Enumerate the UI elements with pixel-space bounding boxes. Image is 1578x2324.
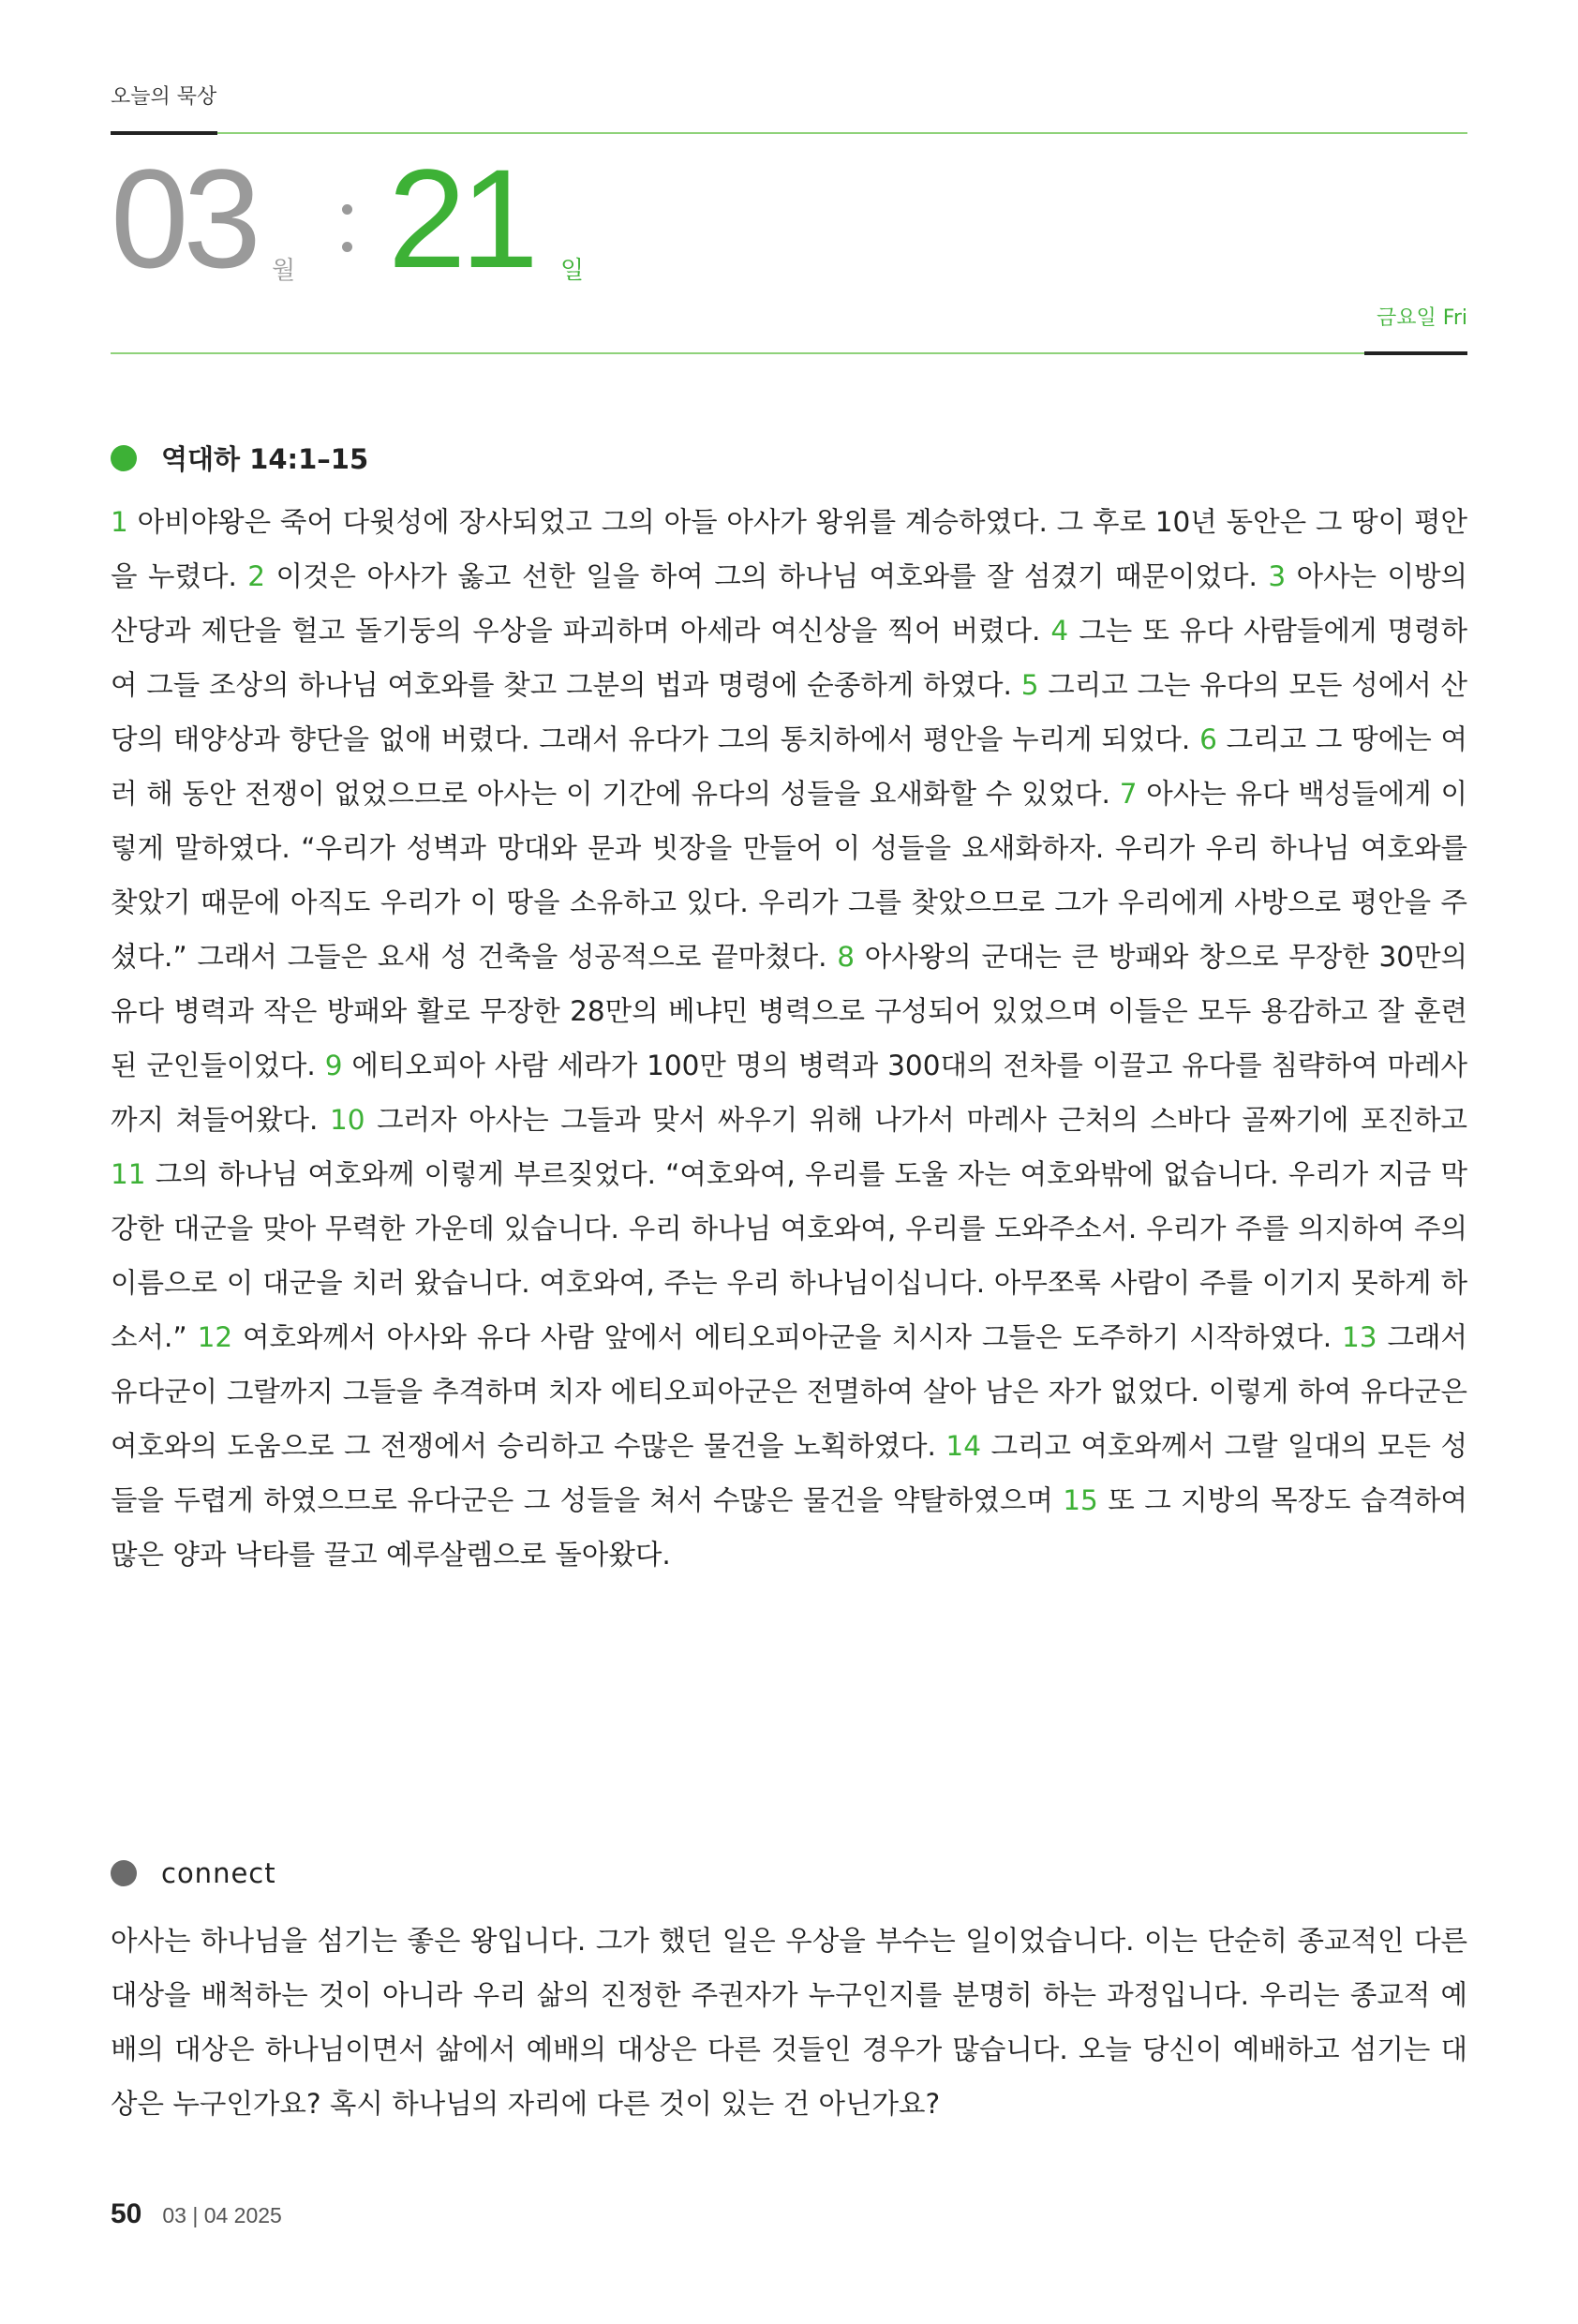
connect-heading [111,1857,276,1889]
verse-text: 또 그 지방의 목장도 습격하여 많은 양과 낙타를 끌고 예루살렘으로 돌아왔다. [111,1484,1467,1571]
scripture-reference: 역대하 14:1–15 [161,443,369,475]
colon-dot-bottom [342,242,352,252]
verse-number: 14 [945,1430,981,1462]
verse-number: 4 [1050,615,1069,647]
month-unit: 월 [272,257,296,285]
top-rule-dark [111,131,217,135]
footer [111,2198,282,2230]
verse-number: 11 [111,1158,146,1190]
verse-number: 6 [1199,723,1217,755]
verse-number: 15 [1063,1484,1098,1516]
connect-body: 아사는 하나님을 섬기는 좋은 왕입니다. 그가 했던 일은 우상을 부수는 일이었습니다. 이는 단순히 종교적인 다른 대상을 배척하는 것이 아니라 우리 삶의 진정한 주권자가 누구인지를 분명히 하는 과정입니다. 우리는 종교적 예배의 대상은 하나님이면서 삶에서 예배의 대상은 다른 것들인 경우가 많습니다. 오늘 당신이 예배하고 섬기는 대상은 누구인가요? 혹시 하나님의 자리에 다른 것이 있는 건 아닌가요? [111,1925,1467,2120]
verse-text: 여호와께서 아사와 유다 사람 앞에서 에티오피아군을 치시자 그들은 도주하기 시작하였다. [232,1321,1343,1353]
gray-bullet-icon [111,1860,137,1886]
verse-text: 그의 하나님 여호와께 이렇게 부르짖었다. “여호와여, 우리를 도울 자는 여호와밖에 없습니다. 우리가 지금 막강한 대군을 맞아 무력한 가운데 있습니다. 우리 하나님 여호와여, 우리를 도와주소서. 우리가 주를 의지하여 주의 이름으로 이 대군을 치러 왔습니다. 여호와여, 주는 우리 하나님이십니다. 아무쪼록 사람이 주를 이기지 못하게 하소서.” [111,1158,1467,1353]
verse-text: 그래서 유다군이 그랄까지 그들을 추격하며 치자 에티오피아군은 전멸하여 살아 남은 자가 없었다. 이렇게 하여 유다군은 여호와의 도움으로 그 전쟁에서 승리하고 수많은 물건을 노획하였다. [111,1321,1467,1462]
verse-number: 1 [111,506,128,538]
verse-text: 이것은 아사가 옳고 선한 일을 하여 그의 하나님 여호와를 잘 섬겼기 때문이었다. [265,560,1269,592]
verse-text: 아사왕의 군대는 큰 방패와 창으로 무장한 30만의 유다 병력과 작은 방패와 활로 무장한 28만의 베냐민 병력으로 구성되어 있었으며 이들은 모두 용감하고 잘 훈련된 군인들이었다. [111,941,1467,1081]
verse-number: 2 [247,560,266,592]
verse-text: 그러자 아사는 그들과 맞서 싸우기 위해 나가서 마레사 근처의 스바다 골짜기에 포진하고 [365,1104,1467,1136]
day-unit: 일 [560,257,585,285]
verse-number: 10 [329,1104,365,1136]
colon-dot-top [342,204,352,215]
day-number: 21 [388,140,533,297]
scripture-heading [111,439,368,477]
green-bullet-icon [111,445,137,471]
verse-text: 그리고 그 땅에는 여러 해 동안 전쟁이 없었으므로 아사는 이 기간에 유다의 성들을 요새화할 수 있었다. [111,723,1467,810]
verse-text: 그리고 여호와께서 그랄 일대의 모든 성들을 두렵게 하였으므로 유다군은 그 성들을 쳐서 수많은 물건을 약탈하였으며 [111,1430,1468,1516]
verse-number: 5 [1020,669,1039,701]
verse-number: 3 [1268,560,1287,592]
date-block [111,140,1469,298]
page-number: 50 [111,2198,142,2229]
scripture-body [111,495,1467,1582]
month-number: 03 [111,140,256,297]
verse-number: 9 [324,1050,343,1081]
issue-info: 03 | 04 2025 [162,2203,282,2227]
verse-number: 8 [837,941,855,973]
weekday: 금요일 Fri [1377,306,1467,330]
mid-rule-dark [1364,351,1467,355]
verse-text: 아비야왕은 죽어 다윗성에 장사되었고 그의 아들 아사가 왕위를 계승하였다. 그 후로 10년 동안은 그 땅이 평안을 누렸다. [111,506,1467,592]
verse-text: 그는 또 유다 사람들에게 명령하여 그들 조상의 하나님 여호와를 찾고 그분의 법과 명령에 순종하게 하였다. [111,615,1467,701]
verse-text: 아사는 유다 백성들에게 이렇게 말하였다. “우리가 성벽과 망대와 문과 빗장을 만들어 이 성들을 요새화하자. 우리가 우리 하나님 여호와를 찾았기 때문에 아직도 우리가 이 땅을 소유하고 있다. 우리가 그를 찾았으므로 그가 우리에게 사방으로 평안을 주셨다.” 그래서 그들은 요새 성 건축을 성공적으로 끝마쳤다. [111,778,1468,973]
verse-text: 에티오피아 사람 세라가 100만 명의 병력과 300대의 전차를 이끌고 유다를 침략하여 마레사까지 쳐들어왔다. [111,1050,1467,1136]
section-label: 오늘의 묵상 [111,85,217,109]
verse-text: 그리고 그는 유다의 모든 성에서 산당의 태양상과 향단을 없애 버렸다. 그래서 유다가 그의 통치하에서 평안을 누리게 되었다. [111,669,1468,755]
mid-rule-green [111,352,1364,354]
verse-number: 13 [1342,1321,1377,1353]
verse-text: 아사는 이방의 산당과 제단을 헐고 돌기둥의 우상을 파괴하며 아세라 여신상을 찍어 버렸다. [111,560,1468,647]
top-rule-green [217,132,1467,134]
connect-title: connect [161,1857,276,1889]
verse-number: 12 [197,1321,233,1353]
verse-number: 7 [1119,778,1138,810]
